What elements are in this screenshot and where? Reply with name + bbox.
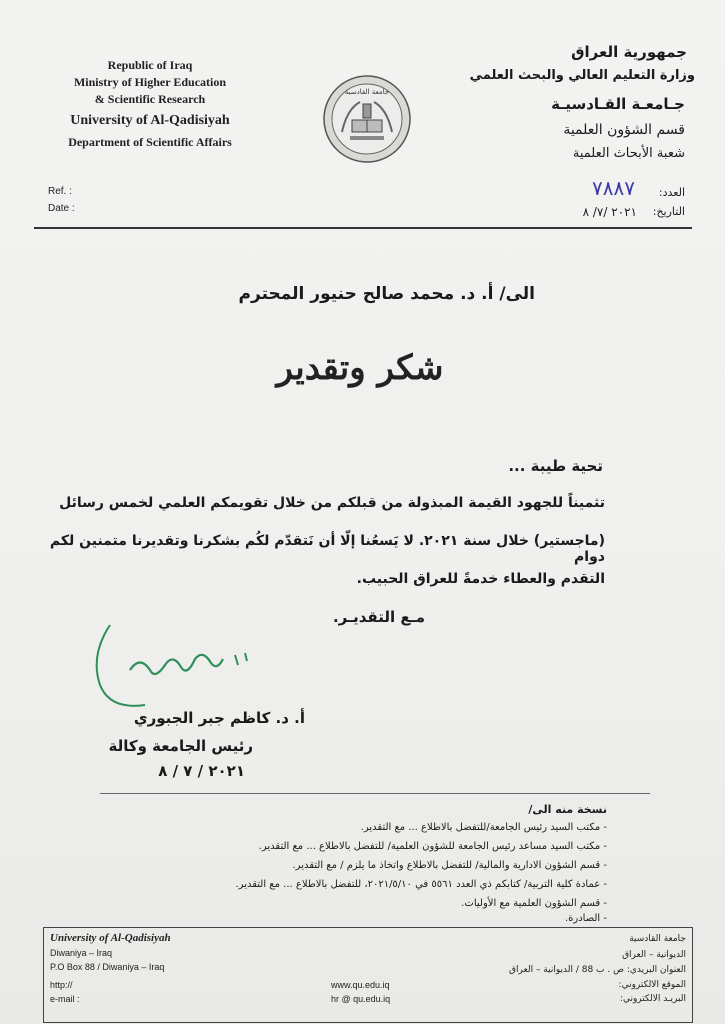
footer-en-city: Diwaniya – Iraq bbox=[50, 948, 113, 958]
copy-item: - قسم الشؤون العلمية مع الأوليات. bbox=[461, 898, 607, 909]
copy-item: - الصادرة. bbox=[564, 913, 607, 924]
letter-title: شكر وتقدير bbox=[276, 348, 444, 388]
date-ar-value: ٢٠٢١ /٧/ ٨ bbox=[582, 205, 637, 219]
footer-box bbox=[43, 927, 693, 1023]
header-en-line1: Republic of Iraq bbox=[107, 58, 193, 72]
signatory-name: أ. د. كاظم جبر الجبوري bbox=[133, 709, 305, 727]
footer-en-university: University of Al-Qadisiyah bbox=[50, 932, 171, 944]
footer-email-address[interactable]: hr @ qu.edu.iq bbox=[331, 994, 391, 1004]
footer-en-http: http:// bbox=[50, 980, 73, 990]
footer-ar-city: الديوانية – العراق bbox=[622, 950, 686, 960]
footer-ar-website-label: الموقع الالكتروني: bbox=[618, 980, 686, 990]
copy-item: - مكتب السيد رئيس الجامعة/للتفضل بالاطلاع ... مع التقدير. bbox=[360, 822, 607, 833]
footer-ar-postal: العنوان البريدي: ص . ب 88 / الديوانية – العراق bbox=[509, 965, 686, 975]
number-label: العدد: bbox=[658, 186, 685, 199]
header-ar-line1: جمهورية العراق bbox=[571, 43, 687, 61]
header-en-university: University of Al-Qadisiyah bbox=[70, 113, 230, 128]
footer-en-email: e-mail : bbox=[50, 994, 80, 1004]
number-handwritten: ٧٨٨٧ bbox=[592, 176, 635, 200]
body-line-2: (ماجستير) خلال سنة ٢٠٢١. لا يَسعُنا إلّا أن نَتقدّم لكُم بشكرنا وتقديرنا متمنين لكم دوام bbox=[49, 533, 605, 565]
header-en-line2: Ministry of Higher Education bbox=[73, 75, 227, 89]
date-ar-label: التاريخ: bbox=[652, 205, 685, 218]
signature-date: ٢٠٢١ / ٧ / ٨ bbox=[158, 762, 245, 780]
copy-item: - عمادة كلية التربية/ كتابكم ذي العدد ٥٥٦١ في ٢٠٢١/٥/١٠، للتفضل بالاطلاع ... مع التقدير. bbox=[235, 879, 607, 890]
header-en-line3: & Scientific Research bbox=[94, 92, 206, 106]
header-ar-line3: جـامعـة القـادسيـة bbox=[551, 95, 685, 113]
logo-text: جامعة القادسية bbox=[344, 88, 390, 96]
footer-en-pobox: P.O Box 88 / Diwaniya – Iraq bbox=[50, 962, 165, 972]
header-ar-line4: قسم الشؤون العلمية bbox=[563, 122, 685, 138]
university-logo bbox=[322, 74, 412, 164]
signature-scribble-icon bbox=[85, 615, 265, 715]
body-line-1: تثميناً للجهود القيمة المبذولة من قبلكم من خلال تقويمكم العلمي لخمس رسائل bbox=[59, 495, 605, 511]
copy-item: - مكتب السيد مساعد رئيس الجامعة للشؤون العلمية/ للتفضل بالاطلاع ... مع التقدير. bbox=[258, 841, 607, 852]
header-divider bbox=[34, 227, 692, 229]
header-ar-line2: وزارة التعليم العالي والبحث العلمي bbox=[469, 68, 695, 83]
signature-divider bbox=[100, 793, 650, 794]
copies-heading: نسخة منه الى/ bbox=[528, 803, 607, 816]
signatory-title: رئيس الجامعة وكالة bbox=[108, 737, 253, 755]
greeting: تحية طيبة ... bbox=[508, 457, 603, 475]
copy-item: - قسم الشؤون الادارية والمالية/ للتفضل بالاطلاع واتخاذ ما يلزم / مع التقدير. bbox=[292, 860, 607, 871]
date-label: Date : bbox=[48, 203, 75, 214]
closing: مـع التقديـر. bbox=[332, 608, 425, 626]
recipient-line: الى/ أ. د. محمد صالح حنيور المحترم bbox=[238, 284, 535, 304]
ref-label: Ref. : bbox=[48, 186, 72, 197]
header-en-department: Department of Scientific Affairs bbox=[68, 135, 232, 149]
header-ar-line5: شعبة الأبحاث العلمية bbox=[572, 146, 685, 161]
footer-website[interactable]: www.qu.edu.iq bbox=[331, 980, 390, 990]
footer-ar-university: جامعة القادسية bbox=[629, 934, 686, 944]
footer-ar-email-label: البريـد الالكتروني: bbox=[619, 994, 686, 1004]
body-line-3: التقدم والعطاء خدمةً للعراق الحبيب. bbox=[356, 571, 605, 587]
